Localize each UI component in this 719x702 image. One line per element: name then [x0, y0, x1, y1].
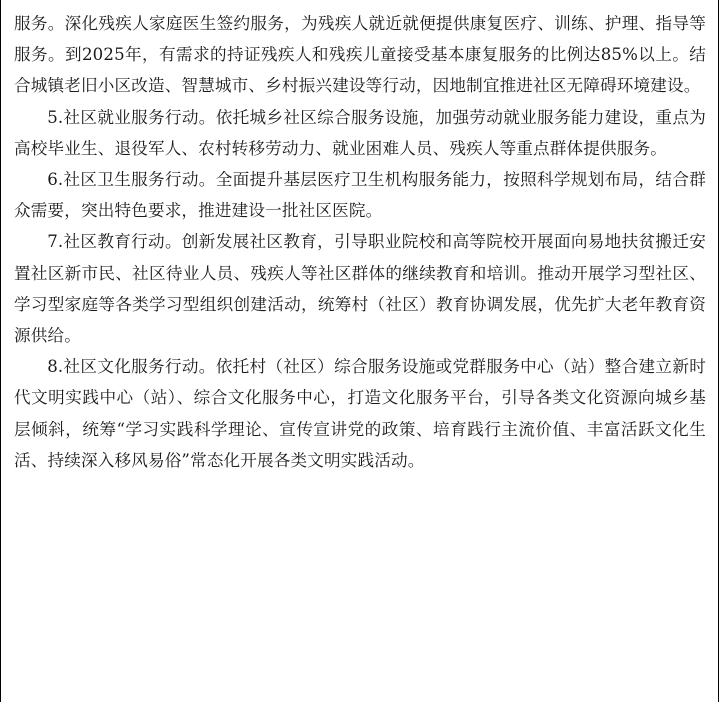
paragraph-continuation: 服务。深化残疾人家庭医生签约服务，为残疾人就近就便提供康复医疗、训练、护理、指导等服务。到2025年，有需求的持证残疾人和残疾儿童接受基本康复服务的比例达85%以上。结合城镇老旧小区改造、智慧城市、乡村振兴建设等行动，因地制宜推进社区无障碍环境建设。 [14, 14, 706, 96]
paragraph-community-culture: 8.社区文化服务行动。依托村（社区）综合服务设施或党群服务中心（站）整合建立新时代文明实践中心（站）、综合文化服务中心，打造文化服务平台，引导各类文化资源向城乡基层倾斜，统筹“学习实践科学理论、宣传宣讲党的政策、培育践行主流价值、丰富活跃文化生活、持续深入移风易俗”常态化开展各类文明实践活动。 [14, 357, 706, 470]
document-body [14, 8, 706, 476]
paragraph-community-education: 7.社区教育行动。创新发展社区教育，引导职业院校和高等院校开展面向易地扶贫搬迁安置社区新市民、社区待业人员、残疾人等社区群体的继续教育和培训。推动开展学习型社区、学习型家庭等各类学习型组织创建活动，统筹村（社区）教育协调发展，优先扩大老年教育资源供给。 [14, 232, 706, 346]
paragraph-community-health: 6.社区卫生服务行动。全面提升基层医疗卫生机构服务能力，按照科学规划布局，结合群众需要，突出特色要求，推进建设一批社区医院。 [14, 170, 706, 221]
paragraph-community-employment: 5.社区就业服务行动。依托城乡社区综合服务设施，加强劳动就业服务能力建设，重点为高校毕业生、退役军人、农村转移劳动力、就业困难人员、残疾人等重点群体提供服务。 [14, 107, 706, 158]
